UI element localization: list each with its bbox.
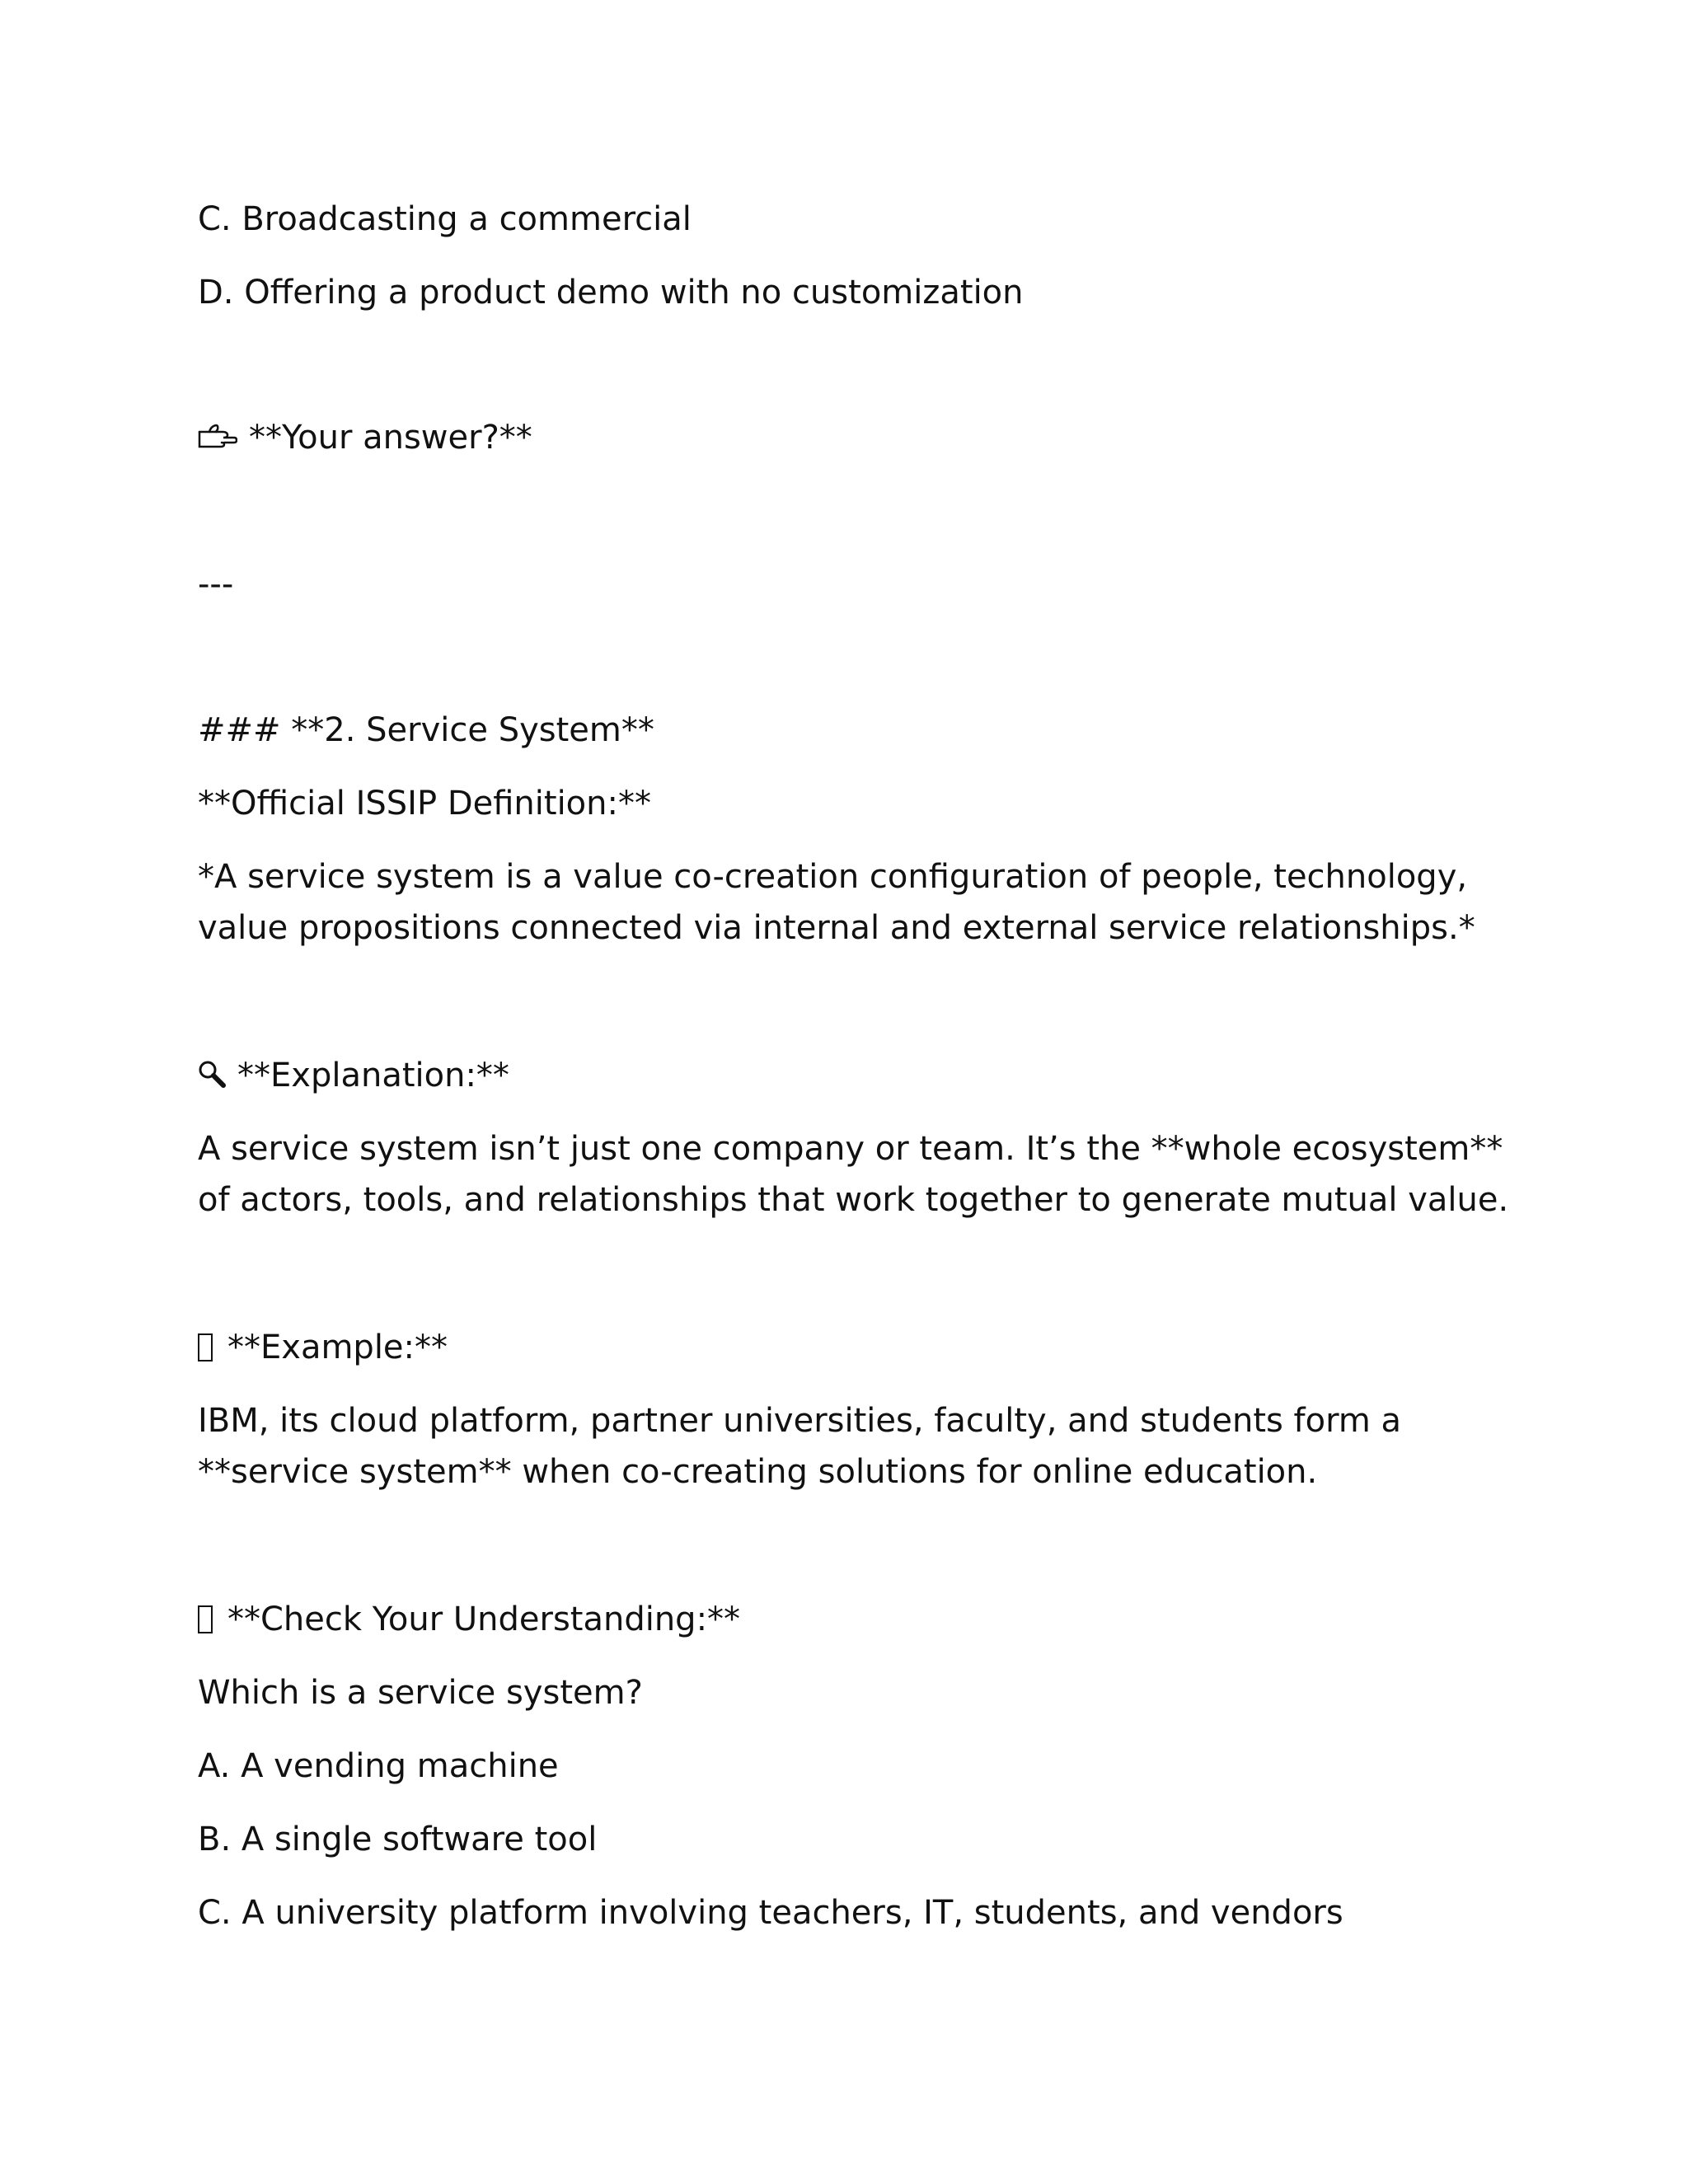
example-text: IBM, its cloud platform, partner universities, faculty, and students form a **service system** when co-creating solutions for online education.: [198, 1402, 1402, 1491]
explanation-label: [198, 1050, 1517, 1103]
missing-glyph-icon: [198, 1333, 213, 1361]
magnifier-icon: [198, 1052, 226, 1103]
answer-prompt: [198, 412, 1517, 465]
answer-prompt-text: **Your answer?**: [249, 419, 532, 457]
answer-option-c: C. Broadcasting a commercial: [198, 200, 692, 238]
list-item: C. A university platform involving teachers, IT, students, and vendors: [198, 1894, 1343, 1932]
explanation-label-text: **Explanation:**: [237, 1057, 509, 1094]
list-item: B. A single software tool: [198, 1821, 598, 1858]
missing-glyph-icon: [198, 1605, 213, 1633]
explanation-text: A service system isn’t just one company or team. It’s the **whole ecosystem** of actors, tools, and relationships that work together to generate mutual value.: [198, 1130, 1509, 1219]
example-label-text: **Example:**: [227, 1329, 448, 1366]
question-text: Which is a service system?: [198, 1674, 643, 1712]
section-heading: ### **2. Service System**: [198, 711, 654, 749]
check-label-text: **Check Your Understanding:**: [227, 1601, 741, 1638]
separator: ---: [198, 565, 234, 603]
definition-label: **Official ISSIP Definition:**: [198, 785, 651, 823]
pointing-hand-icon: [198, 414, 237, 465]
check-label: [198, 1594, 1517, 1645]
definition-text: *A service system is a value co-creation configuration of people, technology, value propositions connected via internal and external service relationships.*: [198, 858, 1475, 947]
list-item: A. A vending machine: [198, 1747, 559, 1785]
answer-option-d: D. Offering a product demo with no customization: [198, 274, 1024, 312]
example-label: [198, 1322, 1517, 1373]
